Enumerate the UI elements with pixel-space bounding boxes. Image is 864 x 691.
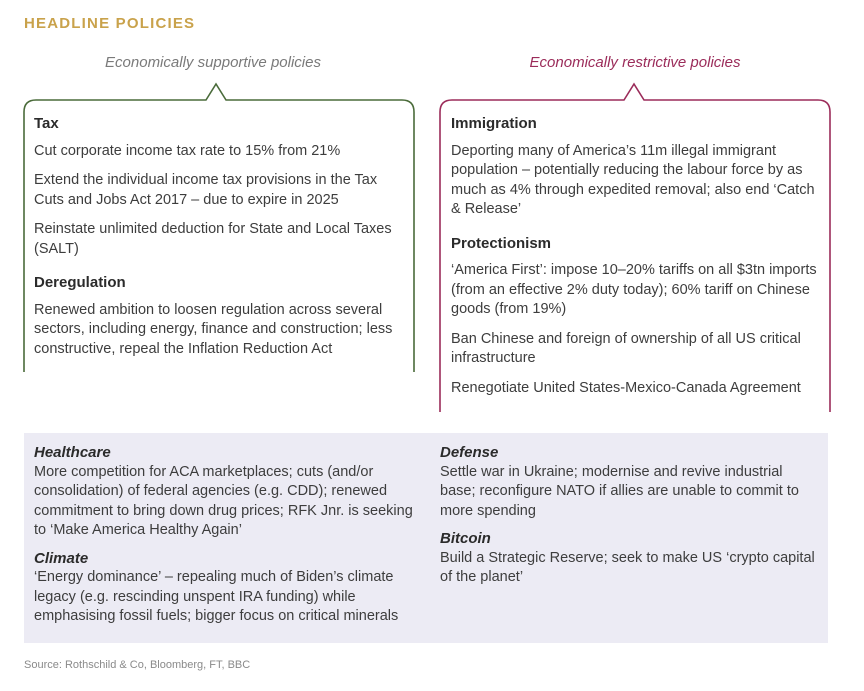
policy-text: ‘Energy dominance’ – repealing much of Biden’s climate legacy (e.g. rescinding unspent IRA funding) while emphasising fossil fuels; bigger focus on critical minerals xyxy=(34,569,399,624)
section-title-defense: Defense xyxy=(440,444,499,461)
policy-item: Renewed ambition to loosen regulation across several sectors, including energy, finance and construction; less constructive, repeal the Inflation Reduction Act xyxy=(34,301,393,357)
policy-item: Reinstate unlimited deduction for State and Local Taxes (SALT) xyxy=(34,221,392,257)
section-title-deregulation: Deregulation xyxy=(34,274,126,291)
policy-item: Cut corporate income tax rate to 15% from 21% xyxy=(34,142,341,159)
headline-title: HEADLINE POLICIES xyxy=(24,15,196,32)
section-title-bitcoin: Bitcoin xyxy=(440,530,491,547)
policy-item: Deporting many of America’s 11m illegal immigrant population – potentially reducing the labour force by as much as 4% through expedited removal; also end ‘Catch & Release’ xyxy=(451,142,815,217)
other-policies-left xyxy=(34,443,414,635)
restrictive-heading: Economically restrictive policies xyxy=(529,54,741,71)
section-title-climate: Climate xyxy=(34,549,89,567)
restrictive-column xyxy=(451,114,821,408)
section-title-protectionism: Protectionism xyxy=(451,234,552,252)
policy-item: Renegotiate United States-Mexico-Canada Agreement xyxy=(451,379,801,396)
supportive-heading: Economically supportive policies xyxy=(105,54,321,71)
supportive-column xyxy=(34,114,404,369)
policy-text: Build a Strategic Reserve; seek to make US ‘crypto capital of the planet’ xyxy=(440,549,815,585)
section-title-immigration: Immigration xyxy=(451,115,537,132)
other-policies-right xyxy=(440,443,818,596)
policy-item: Extend the individual income tax provisions in the Tax Cuts and Jobs Act 2017 – due to expire in 2025 xyxy=(34,172,378,208)
section-title-healthcare: Healthcare xyxy=(34,444,111,461)
policy-text: More competition for ACA marketplaces; cuts (and/or consolidation) of federal agencies (e.g. CDD); renewed commitment to bring down drug prices; RFK Jnr. is seeking to ‘Make America Healthy Again’ xyxy=(34,463,413,538)
policy-item: ‘America First’: impose 10–20% tariffs on all $3tn imports (from an effective 2% duty today); 60% tariff on Chinese goods (from 19%) xyxy=(451,262,817,317)
section-title-tax: Tax xyxy=(34,115,59,132)
source-note: Source: Rothschild & Co, Bloomberg, FT, BBC xyxy=(24,659,251,671)
policy-text: Settle war in Ukraine; modernise and revive industrial base; reconfigure NATO if allies are unable to commit to more spending xyxy=(440,463,799,519)
policy-item: Ban Chinese and foreign of ownership of all US critical infrastructure xyxy=(451,330,801,366)
